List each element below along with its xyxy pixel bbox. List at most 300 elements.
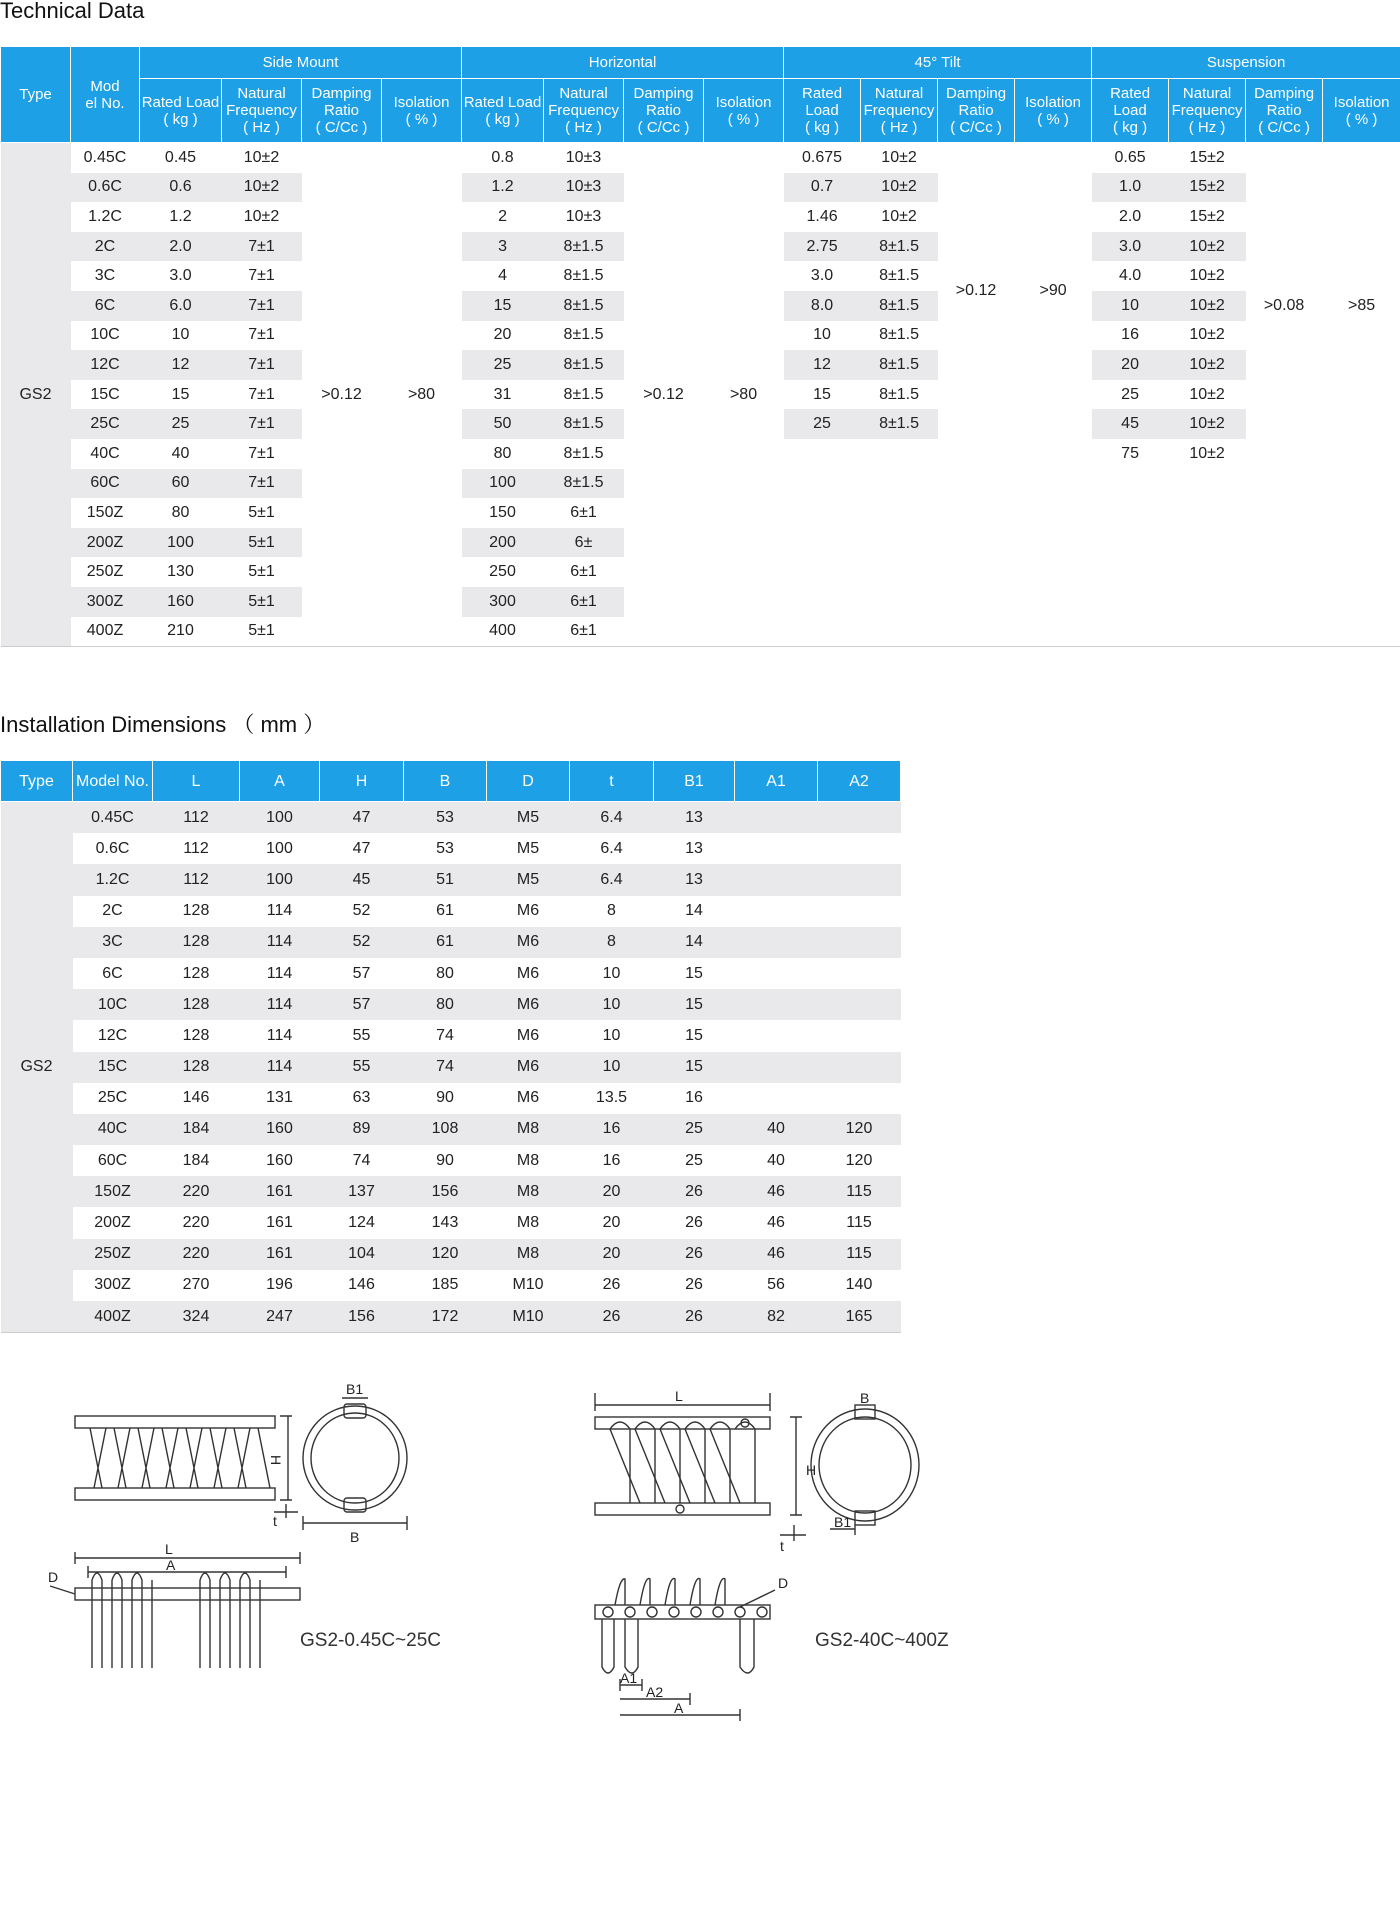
- dims-cell: [735, 1083, 818, 1114]
- suspension-frequency-cell: 15±2: [1169, 173, 1246, 203]
- side-load-cell: 2.0: [140, 232, 222, 262]
- dims-cell: [735, 989, 818, 1020]
- dims-cell: 250Z: [73, 1239, 153, 1270]
- dims-cell: 120: [818, 1114, 901, 1145]
- dims-cell: M8: [516, 1151, 540, 1169]
- side-load-cell: 15: [171, 385, 190, 403]
- dims-cell: 61: [436, 902, 454, 920]
- dims-cell: 53: [404, 802, 487, 834]
- table-row: [1, 802, 901, 834]
- dims-cell: 160: [266, 1151, 293, 1169]
- dims-cell: 108: [404, 1114, 487, 1145]
- left-drawing-caption: GS2-0.45C~25C: [300, 1630, 441, 1651]
- dims-cell: [735, 958, 818, 989]
- dims-cell: 128: [153, 989, 240, 1020]
- label-d: D: [48, 1569, 59, 1585]
- suspension-load-cell: 2.0: [1118, 207, 1142, 225]
- horizontal-frequency-cell: 8±1.5: [563, 326, 604, 344]
- suspension-frequency-cell: 15±2: [1189, 148, 1225, 166]
- tilt-load-cell: [784, 617, 861, 647]
- dims-cell: 324: [153, 1301, 240, 1333]
- table-row: [1, 1301, 901, 1333]
- table-row: [1, 1145, 901, 1176]
- dims-cell: M8: [516, 1214, 540, 1232]
- suspension-load-cell: 16: [1121, 326, 1139, 344]
- dims-cell: 57: [320, 989, 404, 1020]
- tilt-load-cell: [784, 469, 861, 499]
- dims-cell: M5: [487, 802, 570, 834]
- label-d-right: D: [778, 1575, 789, 1591]
- dims-cell: 16: [685, 1089, 703, 1107]
- side-frequency-cell: 5±1: [248, 503, 275, 521]
- tilt-load-cell: 0.7: [784, 173, 861, 203]
- tilt-load-cell: [784, 528, 861, 558]
- dims-cell: [818, 864, 901, 895]
- tilt-frequency-cell: 10±2: [861, 173, 938, 203]
- dims-cell: 146: [182, 1089, 210, 1107]
- horizontal-frequency-cell: 6±: [544, 528, 624, 558]
- dims-cell: 16: [570, 1114, 654, 1145]
- horizontal-load-cell: 3: [462, 232, 544, 262]
- table-row: [1, 1083, 901, 1114]
- dims-cell: [818, 1052, 901, 1083]
- suspension-frequency-cell: 10±2: [1189, 267, 1225, 285]
- dims-cell: [735, 927, 818, 958]
- side-frequency-cell: 7±1: [248, 326, 275, 344]
- suspension-header: Suspension: [1092, 47, 1400, 79]
- side-frequency-cell: 5±1: [248, 622, 275, 640]
- horizontal-frequency-cell: 8±1.5: [563, 444, 604, 462]
- dims-header-0: Type: [1, 761, 73, 802]
- dims-cell: 100: [240, 864, 320, 895]
- tilt-frequency-cell: 8±1.5: [861, 350, 938, 380]
- dims-cell: 146: [348, 1276, 375, 1294]
- side-frequency-cell: 10±2: [243, 148, 280, 166]
- suspension-load-cell: 25: [1121, 385, 1139, 403]
- dims-cell: [735, 896, 818, 927]
- dims-cell: 112: [153, 864, 240, 895]
- dims-cell: 220: [153, 1239, 240, 1270]
- side-frequency-cell: 7±1: [222, 291, 302, 321]
- dims-cell: [818, 1020, 901, 1051]
- horizontal-frequency-cell: 10±3: [565, 148, 602, 166]
- dims-cell: 13.5: [595, 1089, 628, 1107]
- model-cell: 60C: [71, 469, 140, 499]
- dims-cell: 120: [404, 1239, 487, 1270]
- dims-cell: 6C: [102, 964, 123, 982]
- model-cell: 0.6C: [71, 173, 140, 203]
- dims-cell: 47: [320, 802, 404, 834]
- dims-cell: M6: [516, 964, 540, 982]
- horiz-isolation-cell: >80: [704, 143, 784, 647]
- table-row: [1, 1270, 901, 1301]
- dims-cell: 114: [240, 1052, 320, 1083]
- dims-cell: 57: [352, 964, 371, 982]
- label-b1-right: B1: [834, 1514, 852, 1530]
- dims-cell: 26: [602, 1276, 621, 1294]
- tilt-load-cell: 15: [813, 385, 831, 403]
- dims-cell: 114: [266, 1026, 293, 1044]
- dims-cell: 128: [182, 902, 210, 920]
- horizontal-frequency-cell: 8±1.5: [544, 291, 624, 321]
- label-b-right: B: [860, 1390, 870, 1406]
- dims-cell: 47: [352, 839, 371, 857]
- horizontal-load-cell: 400: [489, 622, 516, 640]
- dims-cell: M10: [512, 1276, 544, 1294]
- dims-cell: 15C: [73, 1052, 153, 1083]
- dims-cell: 15: [685, 964, 703, 982]
- horizontal-load-cell: 31: [493, 385, 512, 403]
- suspension-load-cell: 3.0: [1092, 232, 1169, 262]
- dims-cell: 74: [352, 1151, 371, 1169]
- side-load-cell: 3.0: [169, 267, 192, 285]
- model-cell: 300Z: [71, 587, 140, 617]
- dims-cell: 1.2C: [73, 864, 153, 895]
- suspension-load-cell: 10: [1092, 291, 1169, 321]
- model-cell: 12C: [71, 350, 140, 380]
- dims-header-10: A2: [818, 761, 901, 802]
- tilt-load-cell: 10: [813, 326, 831, 344]
- dims-cell: 55: [352, 1026, 371, 1044]
- label-a2: A2: [646, 1684, 664, 1700]
- label-l: L: [165, 1541, 173, 1557]
- dims-cell: 20: [570, 1239, 654, 1270]
- dims-cell: 400Z: [73, 1301, 153, 1333]
- dims-cell: 184: [153, 1114, 240, 1145]
- horiz-damping-cell: >0.12: [624, 143, 704, 647]
- horizontal-header: Horizontal: [462, 47, 784, 79]
- suspension-load-cell: 75: [1121, 444, 1139, 462]
- tilt-load-cell: [784, 557, 861, 587]
- dims-cell: 247: [240, 1301, 320, 1333]
- dims-cell: M5: [487, 864, 570, 895]
- suspension-load-cell: [1092, 557, 1169, 587]
- horizontal-load-cell: 4: [498, 267, 507, 285]
- dims-cell: 220: [182, 1214, 210, 1232]
- dims-header-9: A1: [735, 761, 818, 802]
- suspension-load-cell: [1092, 587, 1169, 617]
- table-row: [1, 833, 901, 864]
- table-row: [1, 1176, 901, 1207]
- model-cell: 25C: [71, 409, 140, 439]
- horizontal-load-cell: 200: [462, 528, 544, 558]
- model-cell: 150Z: [86, 503, 124, 521]
- dims-cell: 128: [182, 964, 210, 982]
- suspension-empty-cell: [1246, 469, 1400, 647]
- side-load-cell: 160: [140, 587, 222, 617]
- dims-cell: 26: [570, 1301, 654, 1333]
- side-damping-ratio-header: Damping Ratio ( C/Cc ): [302, 79, 382, 143]
- tilt-frequency-cell: 8±1.5: [861, 291, 938, 321]
- dims-cell: 185: [431, 1276, 459, 1294]
- dims-cell: 26: [654, 1176, 735, 1207]
- dims-cell: 6.4: [570, 864, 654, 895]
- dims-cell: [818, 802, 901, 834]
- dims-cell: 143: [431, 1214, 459, 1232]
- side-load-cell: 6.0: [140, 291, 222, 321]
- dims-cell: 196: [266, 1276, 293, 1294]
- suspension-frequency-cell: 10±2: [1189, 326, 1225, 344]
- dims-cell: 12C: [97, 1026, 128, 1044]
- dims-cell: 115: [818, 1239, 901, 1270]
- suspension-frequency-cell: [1169, 557, 1246, 587]
- dims-cell: M6: [516, 1089, 540, 1107]
- dims-cell: 26: [654, 1301, 735, 1333]
- dims-cell: 156: [320, 1301, 404, 1333]
- label-t-right: t: [780, 1538, 784, 1554]
- dims-cell: [818, 1083, 901, 1114]
- dims-cell: 15: [654, 989, 735, 1020]
- suspension-damping-ratio-header: Damping Ratio ( C/Cc ): [1246, 79, 1323, 143]
- side-frequency-cell: 7±1: [248, 444, 275, 462]
- tilt-frequency-cell: [861, 557, 938, 587]
- dims-cell: 184: [182, 1151, 210, 1169]
- dims-cell: 10: [602, 964, 621, 982]
- dims-cell: M6: [487, 1052, 570, 1083]
- suspension-load-cell: 45: [1092, 409, 1169, 439]
- dims-cell: 128: [153, 927, 240, 958]
- horizontal-frequency-cell: 8±1.5: [563, 267, 604, 285]
- model-cell: 1.2C: [88, 207, 122, 225]
- dims-cell: 112: [153, 802, 240, 834]
- table-row: [1, 143, 1400, 173]
- side-load-cell: 80: [171, 503, 190, 521]
- tilt-damping-cell: >0.12: [938, 143, 1015, 439]
- suspension-natural-frequency-header: Natural Frequency ( Hz ): [1169, 79, 1246, 143]
- dims-cell: 200Z: [94, 1214, 131, 1232]
- side-load-cell: 12: [140, 350, 222, 380]
- tilt-frequency-cell: 8±1.5: [879, 267, 919, 285]
- dims-cell: [818, 896, 901, 927]
- dims-cell: 51: [404, 864, 487, 895]
- model-cell: 250Z: [86, 563, 124, 581]
- tilt-frequency-cell: 10±2: [881, 207, 917, 225]
- dims-cell: 52: [320, 927, 404, 958]
- dims-cell: 6.4: [600, 839, 623, 857]
- table-row: [1, 958, 901, 989]
- dims-cell: 13: [654, 864, 735, 895]
- suspension-load-cell: [1092, 498, 1169, 528]
- label-t: t: [273, 1513, 277, 1529]
- model-cell: 10C: [90, 326, 120, 344]
- model-cell: 200Z: [71, 528, 140, 558]
- dims-cell: 131: [266, 1089, 293, 1107]
- dims-cell: 114: [266, 902, 293, 920]
- dims-cell: 25: [654, 1114, 735, 1145]
- suspension-load-cell: [1092, 528, 1169, 558]
- suspension-frequency-cell: [1169, 528, 1246, 558]
- dims-cell: 120: [845, 1151, 873, 1169]
- dims-header-8: B1: [654, 761, 735, 802]
- suspension-frequency-cell: [1169, 498, 1246, 528]
- label-b1: B1: [346, 1381, 364, 1397]
- dims-cell: M6: [516, 902, 540, 920]
- dims-cell: 10C: [73, 989, 153, 1020]
- dims-cell: 53: [436, 839, 454, 857]
- model-header: Mod el No.: [71, 47, 140, 143]
- horizontal-load-cell: 2: [498, 207, 507, 225]
- side-mount-header: Side Mount: [140, 47, 462, 79]
- horizontal-frequency-cell: 8±1.5: [544, 409, 624, 439]
- dims-cell: 220: [153, 1176, 240, 1207]
- tilt-frequency-cell: [861, 587, 938, 617]
- dims-cell: M6: [487, 989, 570, 1020]
- side-isolation-header: Isolation ( % ): [382, 79, 462, 143]
- dims-cell: 55: [320, 1052, 404, 1083]
- horizontal-frequency-cell: 8±1.5: [544, 469, 624, 499]
- suspension-frequency-cell: 10±2: [1169, 409, 1246, 439]
- side-load-cell: 0.45: [164, 148, 197, 166]
- dims-cell: 115: [818, 1176, 901, 1207]
- dims-cell: 46: [735, 1176, 818, 1207]
- dims-cell: [818, 989, 901, 1020]
- side-load-cell: 25: [140, 409, 222, 439]
- dims-cell: 46: [735, 1239, 818, 1270]
- table-row: [1, 1239, 901, 1270]
- dims-cell: 26: [685, 1214, 703, 1232]
- tilt-header: 45° Tilt: [784, 47, 1092, 79]
- horizontal-frequency-cell: 10±3: [565, 207, 602, 225]
- dims-cell: 25: [685, 1151, 703, 1169]
- dims-cell: 46: [767, 1214, 785, 1232]
- dims-cell: 161: [266, 1214, 293, 1232]
- tilt-load-cell: 1.46: [806, 207, 838, 225]
- model-cell: 15C: [90, 385, 120, 403]
- dims-cell: 13: [685, 839, 703, 857]
- suspension-isolation-header: Isolation ( % ): [1323, 79, 1400, 143]
- dims-cell: 112: [183, 839, 209, 857]
- dims-cell: 10: [570, 1052, 654, 1083]
- table-row: [1, 896, 901, 927]
- dims-cell: M8: [487, 1176, 570, 1207]
- dims-cell: 161: [240, 1176, 320, 1207]
- dims-cell: 63: [352, 1089, 371, 1107]
- tilt-frequency-cell: 8±1.5: [879, 385, 919, 403]
- dims-cell: 40: [767, 1151, 785, 1169]
- dims-cell: 6.4: [570, 802, 654, 834]
- dims-cell: [735, 1020, 818, 1051]
- side-frequency-cell: 7±1: [222, 232, 302, 262]
- side-frequency-cell: 7±1: [248, 385, 275, 403]
- tilt-frequency-cell: 8±1.5: [861, 232, 938, 262]
- dims-cell: 161: [240, 1239, 320, 1270]
- dims-cell: 15: [654, 1052, 735, 1083]
- tilt-load-cell: 0.675: [802, 148, 843, 166]
- horizontal-load-cell: 20: [493, 326, 512, 344]
- dims-cell: 114: [240, 989, 320, 1020]
- suspension-frequency-cell: [1169, 469, 1246, 499]
- dims-header-5: B: [404, 761, 487, 802]
- side-frequency-cell: 5±1: [222, 587, 302, 617]
- type-header: Type: [1, 47, 71, 143]
- dims-cell: 137: [320, 1176, 404, 1207]
- dims-cell: 40: [735, 1114, 818, 1145]
- horizontal-natural-frequency-header: Natural Frequency ( Hz ): [544, 79, 624, 143]
- side-frequency-cell: 7±1: [222, 469, 302, 499]
- suspension-load-cell: 1.0: [1092, 173, 1169, 203]
- dims-cell: 74: [404, 1052, 487, 1083]
- dims-cell: 10: [602, 1026, 621, 1044]
- side-damping-cell: >0.12: [302, 143, 382, 647]
- dims-cell: 90: [436, 1151, 454, 1169]
- side-load-cell: 60: [140, 469, 222, 499]
- dims-cell: 114: [266, 964, 293, 982]
- tilt-damping-ratio-header: Damping Ratio ( C/Cc ): [938, 79, 1015, 143]
- dims-cell: 45: [320, 864, 404, 895]
- horizontal-load-cell: 250: [489, 563, 516, 581]
- dims-cell: 80: [404, 989, 487, 1020]
- dims-cell: [818, 958, 901, 989]
- dims-cell: 150Z: [73, 1176, 153, 1207]
- tilt-load-cell: 2.75: [784, 232, 861, 262]
- dims-cell: 0.6C: [95, 839, 130, 857]
- side-natural-frequency-header: Natural Frequency ( Hz ): [222, 79, 302, 143]
- side-load-cell: 210: [167, 622, 194, 640]
- tilt-frequency-cell: 10±2: [881, 148, 917, 166]
- dims-cell: [735, 864, 818, 895]
- dims-cell: 140: [845, 1276, 873, 1294]
- dims-cell: 25C: [97, 1089, 128, 1107]
- side-load-cell: 100: [140, 528, 222, 558]
- horizontal-frequency-cell: 8±1.5: [563, 385, 604, 403]
- table-row: [1, 1114, 901, 1145]
- installation-dimensions-title: Installation Dimensions （ mm ）: [0, 712, 326, 737]
- tilt-frequency-cell: [861, 528, 938, 558]
- suspension-load-cell: [1092, 469, 1169, 499]
- horizontal-rated-load-header: Rated Load ( kg ): [462, 79, 544, 143]
- type-cell: GS2: [1, 143, 71, 647]
- label-a1: A1: [620, 1670, 638, 1686]
- dims-header-4: H: [320, 761, 404, 802]
- side-load-cell: 40: [171, 444, 190, 462]
- suspension-frequency-cell: 10±2: [1189, 385, 1225, 403]
- dims-cell: 8: [570, 927, 654, 958]
- suspension-frequency-cell: 10±2: [1189, 444, 1225, 462]
- tilt-load-cell: 8.0: [784, 291, 861, 321]
- label-l-right: L: [675, 1388, 683, 1404]
- tilt-load-cell: 12: [784, 350, 861, 380]
- dims-cell: [818, 833, 901, 864]
- dims-cell: [735, 833, 818, 864]
- dims-header-7: t: [570, 761, 654, 802]
- dims-cell: M10: [487, 1301, 570, 1333]
- dims-cell: 20: [570, 1176, 654, 1207]
- side-frequency-cell: 5±1: [248, 563, 275, 581]
- dims-cell: M6: [516, 1026, 540, 1044]
- label-a-right: A: [674, 1700, 684, 1716]
- side-frequency-cell: 7±1: [248, 267, 275, 285]
- dims-cell: 165: [818, 1301, 901, 1333]
- dims-cell: 14: [685, 902, 703, 920]
- suspension-frequency-cell: 10±2: [1169, 291, 1246, 321]
- side-frequency-cell: 5±1: [222, 528, 302, 558]
- label-a: A: [166, 1557, 176, 1573]
- dims-cell: 16: [602, 1151, 621, 1169]
- horizontal-frequency-cell: 10±3: [544, 173, 624, 203]
- tilt-rated-load-header: Rated Load ( kg ): [784, 79, 861, 143]
- model-cell: 2C: [71, 232, 140, 262]
- horizontal-frequency-cell: 8±1.5: [544, 232, 624, 262]
- tilt-isolation-header: Isolation ( % ): [1015, 79, 1092, 143]
- dims-cell: 52: [352, 902, 371, 920]
- dims-cell: 26: [654, 1239, 735, 1270]
- suspension-frequency-cell: 10±2: [1169, 350, 1246, 380]
- left-spring-drawing: [30, 1380, 450, 1670]
- tilt-empty-cell: [938, 439, 1092, 647]
- tilt-frequency-cell: [861, 498, 938, 528]
- side-frequency-cell: 10±2: [243, 207, 280, 225]
- side-frequency-cell: 7±1: [222, 409, 302, 439]
